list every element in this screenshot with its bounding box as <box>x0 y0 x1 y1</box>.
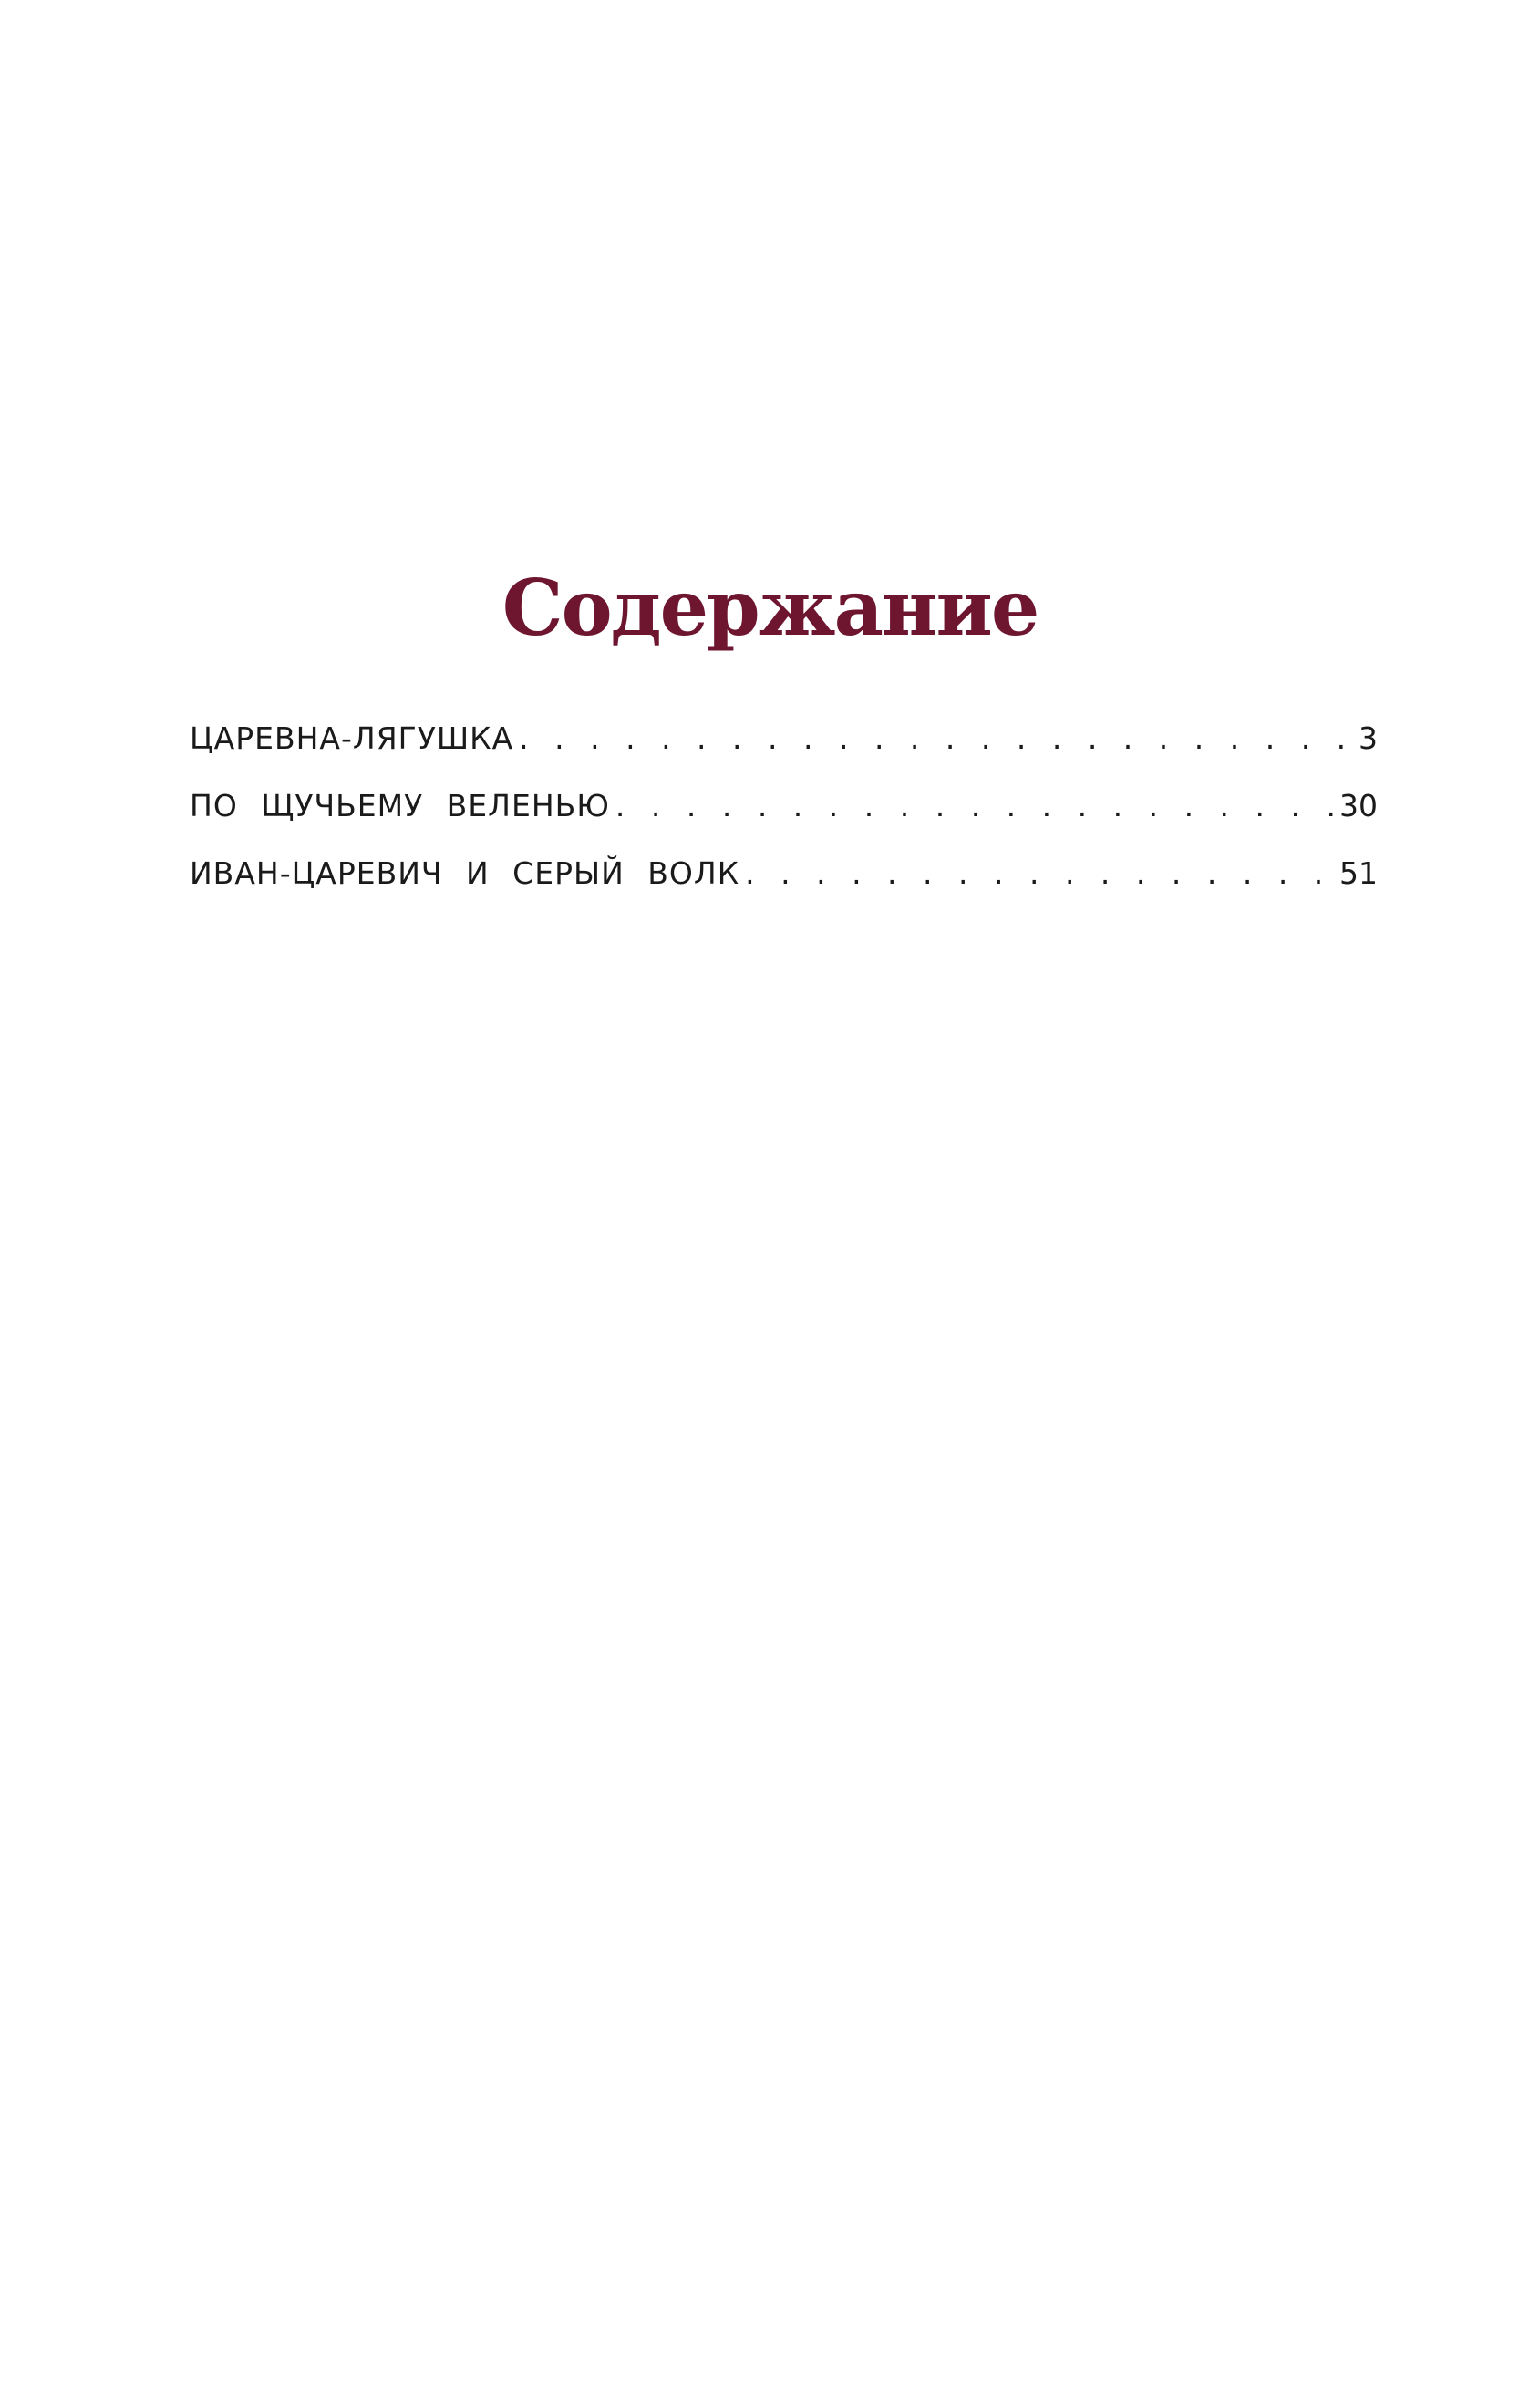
dot-leader <box>615 788 1334 823</box>
table-of-contents <box>190 720 1378 923</box>
toc-entry-po-shchuchyemu-velenyu[interactable] <box>190 788 1378 855</box>
toc-entry-title: ПО ЩУЧЬЕМУ ВЕЛЕНЬЮ <box>190 788 610 823</box>
toc-page-number: 30 <box>1339 788 1378 823</box>
contents-heading: Содержание <box>501 563 1039 653</box>
toc-page-number: 3 <box>1359 720 1378 756</box>
toc-entry-ivan-tsarevich[interactable] <box>190 855 1378 923</box>
toc-entry-title: ИВАН-ЦАРЕВИЧ И СЕРЫЙ ВОЛК <box>190 855 740 891</box>
toc-entry-tsarevna-lyagushka[interactable] <box>190 720 1378 788</box>
dot-leader <box>519 720 1353 756</box>
toc-page-number: 51 <box>1339 855 1378 891</box>
toc-entry-title: ЦАРЕВНА-ЛЯГУШКА <box>190 720 514 756</box>
dot-leader <box>745 855 1334 891</box>
